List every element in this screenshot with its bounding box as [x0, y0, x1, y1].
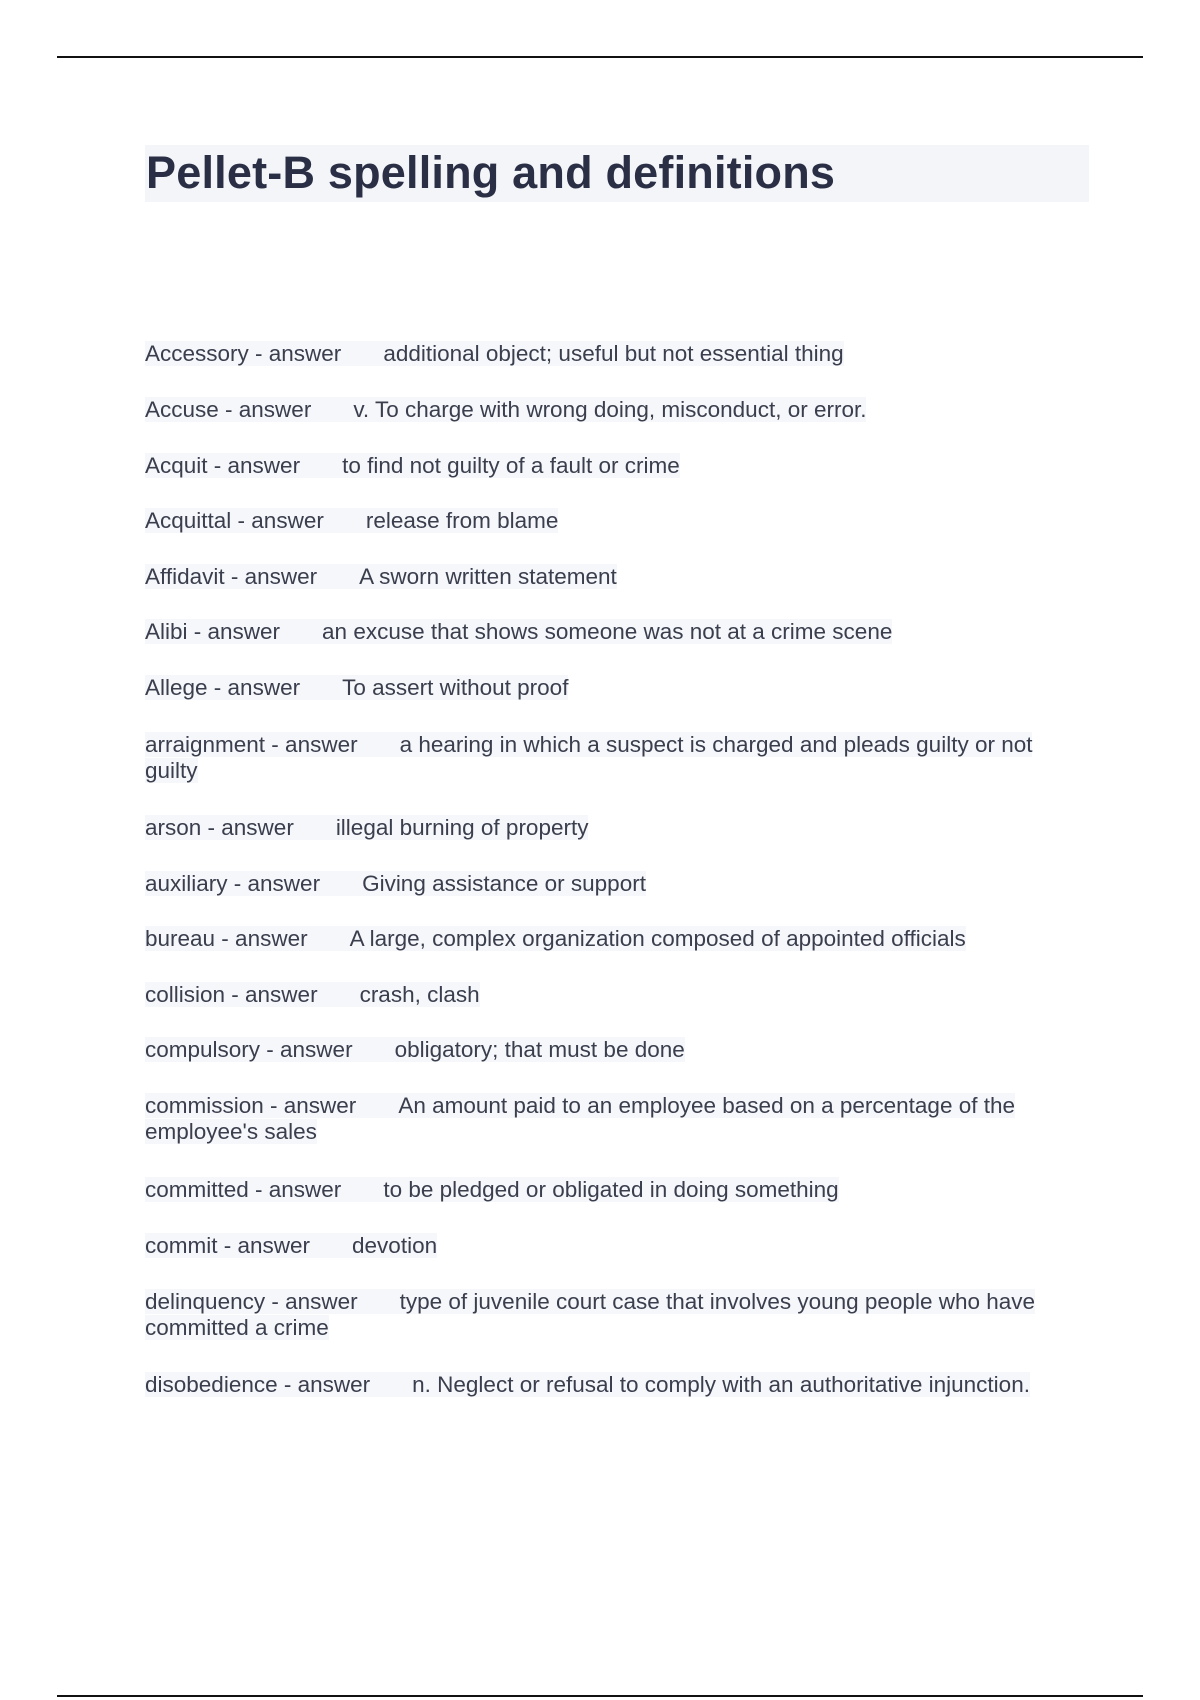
- list-item: [145, 397, 1089, 423]
- list-item: [145, 619, 1089, 645]
- list-item: [145, 871, 1089, 897]
- entry-term: arson - answer: [145, 815, 336, 840]
- list-item: [145, 1372, 1089, 1398]
- list-item: [145, 732, 1089, 784]
- list-item: [145, 564, 1089, 590]
- entry-definition: A sworn written statement: [359, 564, 617, 589]
- entry-definition: An amount paid to an employee based on a percentage of the employee's sales: [145, 1093, 1016, 1144]
- entry-term: bureau - answer: [145, 926, 350, 951]
- list-item: [145, 1037, 1089, 1063]
- entry-term: collision - answer: [145, 982, 360, 1007]
- entry-definition: Giving assistance or support: [362, 871, 646, 896]
- entry-term: auxiliary - answer: [145, 871, 362, 896]
- entry-definition: to be pledged or obligated in doing something: [383, 1177, 839, 1202]
- list-item: [145, 815, 1089, 841]
- list-item: [145, 508, 1089, 534]
- entry-term: Acquit - answer: [145, 453, 342, 478]
- list-item: [145, 1289, 1089, 1341]
- entry-definition: illegal burning of property: [335, 815, 589, 840]
- list-item: [145, 1177, 1089, 1203]
- list-item: [145, 1093, 1089, 1145]
- entry-term: commission - answer: [145, 1093, 398, 1118]
- entry-term: Affidavit - answer: [145, 564, 359, 589]
- entry-term: Allege - answer: [145, 675, 342, 700]
- list-item: [145, 453, 1089, 479]
- entry-definition: type of juvenile court case that involves young people who have committed a crime: [145, 1289, 1036, 1340]
- entry-term: arraignment - answer: [145, 732, 400, 757]
- entry-term: Accessory - answer: [145, 341, 383, 366]
- top-divider: [57, 56, 1143, 58]
- entry-definition: release from blame: [365, 508, 559, 533]
- entry-definition: devotion: [352, 1233, 438, 1258]
- entry-definition: obligatory; that must be done: [394, 1037, 685, 1062]
- entry-definition: an excuse that shows someone was not at a crime scene: [322, 619, 893, 644]
- entry-term: commit - answer: [145, 1233, 352, 1258]
- entry-term: Accuse - answer: [145, 397, 353, 422]
- entry-term: compulsory - answer: [145, 1037, 395, 1062]
- bottom-divider: [57, 1695, 1143, 1697]
- page-title: Pellet-B spelling and definitions: [146, 147, 836, 198]
- list-item: [145, 675, 1089, 701]
- entry-term: delinquency - answer: [145, 1289, 400, 1314]
- entry-definition: v. To charge with wrong doing, misconduct, or error.: [353, 397, 867, 422]
- entry-term: Alibi - answer: [145, 619, 322, 644]
- entry-term: disobedience - answer: [145, 1372, 412, 1397]
- list-item: [145, 982, 1089, 1008]
- entry-term: committed - answer: [145, 1177, 383, 1202]
- entry-definition: to find not guilty of a fault or crime: [342, 453, 680, 478]
- entry-term: Acquittal - answer: [145, 508, 366, 533]
- entry-definition: crash, clash: [359, 982, 480, 1007]
- entry-definition: a hearing in which a suspect is charged and pleads guilty or not guilty: [145, 732, 1033, 783]
- list-item: [145, 926, 1089, 952]
- entry-definition: additional object; useful but not essential thing: [383, 341, 844, 366]
- entry-definition: A large, complex organization composed of appointed officials: [349, 926, 966, 951]
- entry-definition: To assert without proof: [342, 675, 569, 700]
- list-item: [145, 341, 1089, 367]
- entry-definition: n. Neglect or refusal to comply with an authoritative injunction.: [412, 1372, 1030, 1397]
- list-item: [145, 1233, 1089, 1259]
